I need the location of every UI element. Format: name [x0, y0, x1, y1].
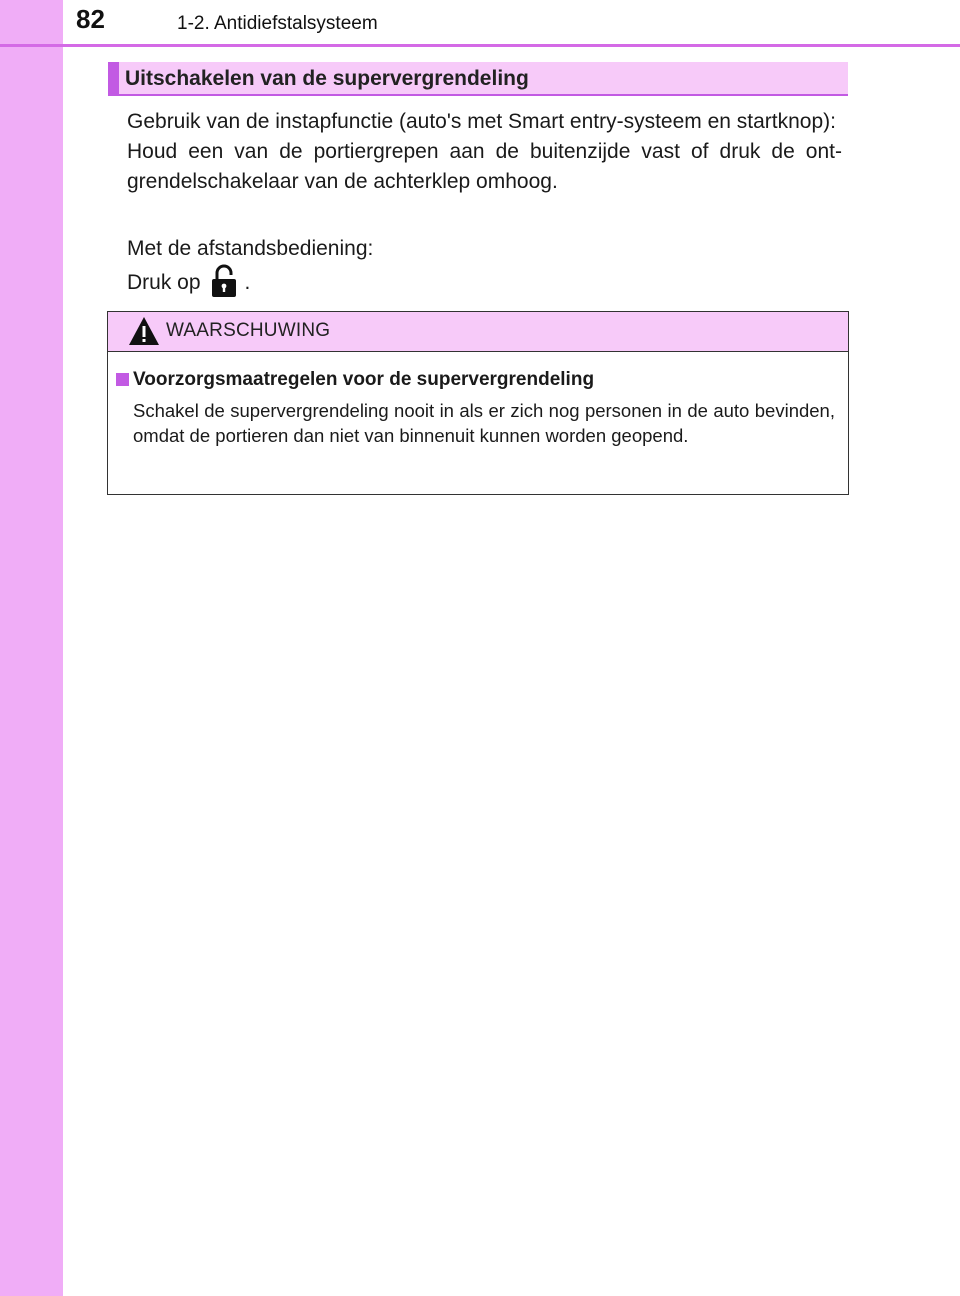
warning-title: Voorzorgsmaatregelen voor de supervergrendeling	[133, 369, 595, 390]
press-button-line	[127, 264, 842, 298]
section-heading-text: Uitschakelen van de supervergrendeling	[125, 67, 529, 90]
warning-header	[108, 312, 848, 352]
section-heading	[108, 62, 848, 96]
press-prefix: Druk op	[127, 271, 201, 294]
warning-label: WAARSCHUWING	[166, 320, 331, 341]
page-sidebar-tab	[0, 0, 63, 1296]
unlock-icon	[211, 264, 237, 298]
page-number: 82	[76, 4, 105, 34]
warning-text: Schakel de supervergrendeling nooit in als er zich nog personen in de auto bevinden, omdat de portieren dan niet van binnenuit kunnen worden geopend.	[133, 400, 835, 446]
remote-label: Met de afstandsbediening:	[127, 237, 374, 260]
bullet-square-icon	[116, 373, 129, 386]
press-suffix: .	[244, 271, 251, 294]
chapter-title: 1-2. Antidiefstalsysteem	[177, 13, 378, 34]
instructions-paragraph	[127, 107, 842, 197]
warning-triangle-icon	[128, 316, 160, 346]
header-divider	[0, 44, 960, 47]
smart-entry-instruction: Gebruik van de instapfunctie (auto's met Smart entry-systeem en startknop): Houd een van de portiergrepen aan de buitenzijde vast of druk de ont-grendelschakelaar van de achterklep omhoog.	[127, 110, 842, 193]
remote-instruction	[127, 234, 842, 298]
warning-box	[107, 311, 849, 495]
